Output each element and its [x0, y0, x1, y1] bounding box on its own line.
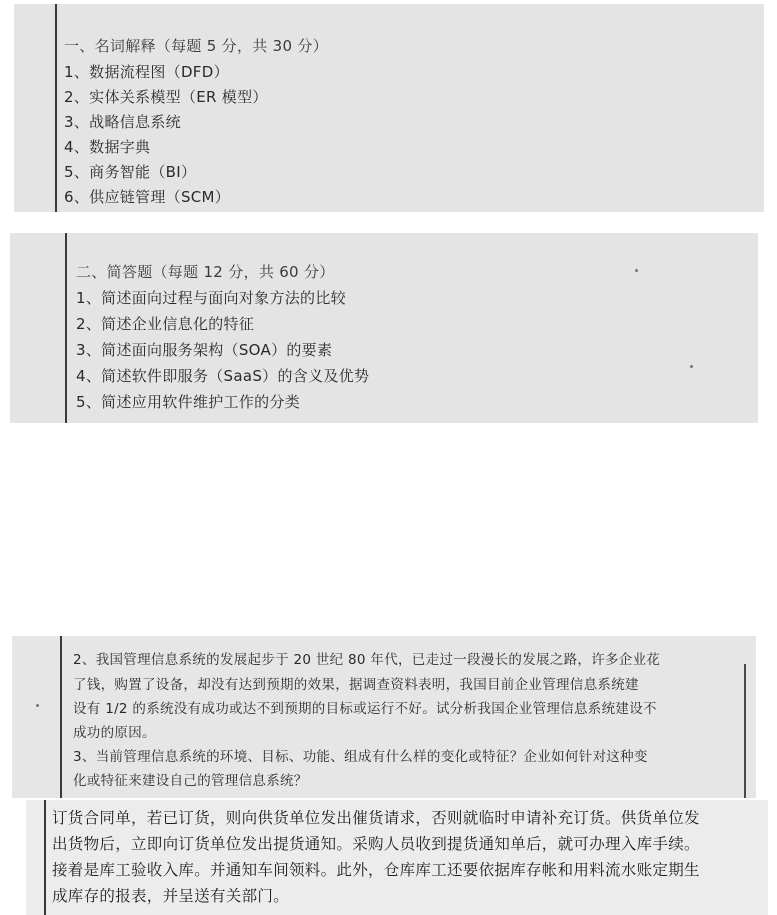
scan-speck — [36, 704, 39, 707]
question-item: 4、数据字典 — [64, 138, 151, 156]
essay-question-line: 了钱，购置了设备，却没有达到预期的效果，据调查资料表明，我国目前企业管理信息系统建 — [73, 677, 639, 693]
essay-question-line: 3、当前管理信息系统的环境、目标、功能、组成有什么样的变化或特征？企业如何针对这种变 — [73, 749, 648, 765]
question-item: 5、简述应用软件维护工作的分类 — [76, 393, 301, 411]
section-4-panel — [26, 800, 768, 915]
question-item: 1、数据流程图（DFD） — [64, 63, 229, 81]
question-item: 1、简述面向过程与面向对象方法的比较 — [76, 289, 346, 307]
section-2-panel — [10, 233, 758, 423]
question-item: 2、实体关系模型（ER 模型） — [64, 88, 268, 106]
scan-speck — [635, 269, 638, 272]
margin-rule — [44, 800, 46, 915]
page-edge-line — [744, 664, 746, 798]
scan-speck — [690, 365, 693, 368]
margin-rule — [55, 4, 57, 212]
question-item: 3、战略信息系统 — [64, 113, 181, 131]
question-item: 6、供应链管理（SCM） — [64, 188, 231, 206]
case-text-line: 成库存的报表，并呈送有关部门。 — [52, 887, 290, 905]
case-text-line: 出货物后，立即向订货单位发出提货通知。采购人员收到提货通知单后，就可办理入库手续。 — [52, 835, 700, 853]
case-text-line: 订货合同单，若已订货，则向供货单位发出催货请求，否则就临时申请补充订货。供货单位发 — [52, 809, 700, 827]
case-text-line: 接着是库工验收入库。并通知车间领料。此外，仓库库工还要依据库存帐和用料流水账定期生 — [52, 861, 700, 879]
essay-question-line: 2、我国管理信息系统的发展起步于 20 世纪 80 年代，已走过一段漫长的发展之路，许多企业花 — [73, 652, 661, 668]
section-3-panel — [12, 636, 756, 798]
margin-rule — [60, 636, 62, 798]
essay-question-line: 成功的原因。 — [73, 725, 156, 741]
question-item: 3、简述面向服务架构（SOA）的要素 — [76, 341, 333, 359]
question-item: 2、简述企业信息化的特征 — [76, 315, 255, 333]
question-item: 5、商务智能（BI） — [64, 163, 197, 181]
section-2-heading: 二、简答题（每题 12 分，共 60 分） — [76, 263, 335, 281]
section-1-panel — [14, 4, 764, 212]
margin-rule — [65, 233, 67, 423]
section-1-heading: 一、名词解释（每题 5 分，共 30 分） — [64, 37, 329, 55]
essay-question-line: 设有 1/2 的系统没有成功或达不到预期的目标或运行不好。试分析我国企业管理信息系统建设不 — [73, 701, 657, 717]
essay-question-line: 化或特征来建设自己的管理信息系统？ — [73, 773, 308, 789]
question-item: 4、简述软件即服务（SaaS）的含义及优势 — [76, 367, 370, 385]
